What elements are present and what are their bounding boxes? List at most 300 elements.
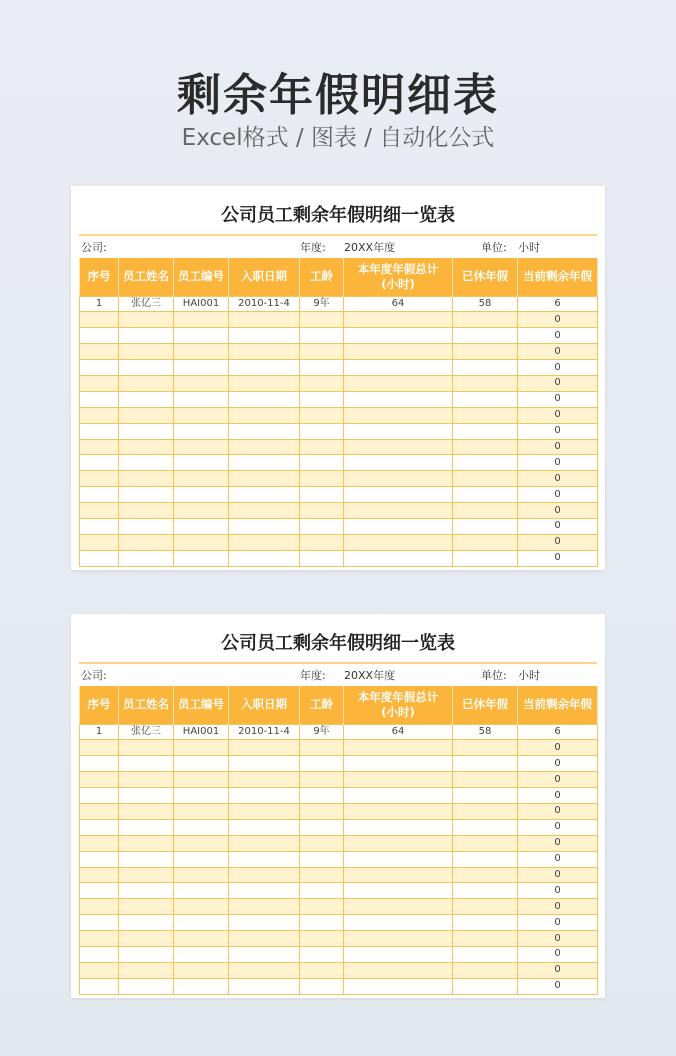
cell-remain[interactable]: 0 bbox=[518, 899, 598, 915]
cell-name[interactable] bbox=[119, 518, 174, 534]
cell-id[interactable] bbox=[174, 851, 229, 867]
cell-no[interactable] bbox=[80, 455, 119, 471]
cell-remain[interactable]: 0 bbox=[518, 423, 598, 439]
table-row bbox=[80, 439, 598, 455]
cell-remain[interactable]: 0 bbox=[518, 740, 598, 756]
cell-total[interactable] bbox=[344, 312, 453, 328]
cell-no[interactable] bbox=[80, 803, 119, 819]
cell-name[interactable] bbox=[119, 487, 174, 503]
cell-taken[interactable] bbox=[453, 946, 518, 962]
cell-remain[interactable]: 0 bbox=[518, 344, 598, 360]
cell-date[interactable] bbox=[229, 899, 300, 915]
cell-no[interactable] bbox=[80, 518, 119, 534]
sheet-preview-card bbox=[71, 614, 605, 998]
cell-total[interactable] bbox=[344, 899, 453, 915]
cell-no[interactable] bbox=[80, 740, 119, 756]
cell-id[interactable] bbox=[174, 534, 229, 550]
table-row bbox=[80, 328, 598, 344]
cell-name[interactable] bbox=[119, 788, 174, 804]
cell-no[interactable] bbox=[80, 946, 119, 962]
cell-total[interactable] bbox=[344, 819, 453, 835]
cell-tenure[interactable] bbox=[300, 978, 344, 994]
cell-total[interactable] bbox=[344, 962, 453, 978]
cell-date[interactable] bbox=[229, 344, 300, 360]
hero-subtitle: Excel格式 / 图表 / 自动化公式 bbox=[181, 125, 495, 151]
cell-total[interactable] bbox=[344, 360, 453, 376]
col-header-name: 员工姓名 bbox=[119, 686, 174, 724]
cell-taken[interactable] bbox=[453, 455, 518, 471]
table-row bbox=[80, 471, 598, 487]
cell-date[interactable] bbox=[229, 756, 300, 772]
cell-date[interactable]: 2010-11-4 bbox=[229, 296, 300, 312]
cell-remain[interactable]: 0 bbox=[518, 375, 598, 391]
cell-taken[interactable] bbox=[453, 439, 518, 455]
cell-remain[interactable]: 0 bbox=[518, 360, 598, 376]
cell-total[interactable] bbox=[344, 407, 453, 423]
cell-id[interactable] bbox=[174, 867, 229, 883]
cell-tenure[interactable] bbox=[300, 851, 344, 867]
cell-name[interactable]: 张亿三 bbox=[119, 724, 174, 740]
cell-tenure[interactable] bbox=[300, 439, 344, 455]
cell-total[interactable] bbox=[344, 487, 453, 503]
cell-tenure[interactable] bbox=[300, 883, 344, 899]
cell-name[interactable]: 张亿三 bbox=[119, 296, 174, 312]
cell-date[interactable] bbox=[229, 423, 300, 439]
cell-remain[interactable]: 0 bbox=[518, 503, 598, 519]
cell-id[interactable] bbox=[174, 423, 229, 439]
cell-id[interactable] bbox=[174, 487, 229, 503]
cell-id[interactable] bbox=[174, 740, 229, 756]
cell-no[interactable] bbox=[80, 439, 119, 455]
cell-no[interactable] bbox=[80, 772, 119, 788]
cell-name[interactable] bbox=[119, 360, 174, 376]
cell-total[interactable] bbox=[344, 344, 453, 360]
cell-name[interactable] bbox=[119, 375, 174, 391]
cell-taken[interactable] bbox=[453, 931, 518, 947]
cell-remain[interactable]: 0 bbox=[518, 978, 598, 994]
cell-tenure[interactable] bbox=[300, 867, 344, 883]
cell-total[interactable] bbox=[344, 423, 453, 439]
cell-total[interactable]: 64 bbox=[344, 296, 453, 312]
col-header-no: 序号 bbox=[80, 686, 119, 724]
cell-name[interactable] bbox=[119, 931, 174, 947]
cell-id[interactable] bbox=[174, 962, 229, 978]
cell-id[interactable] bbox=[174, 391, 229, 407]
col-header-taken: 已休年假 bbox=[453, 258, 518, 296]
cell-name[interactable] bbox=[119, 851, 174, 867]
cell-name[interactable] bbox=[119, 455, 174, 471]
col-header-name: 员工姓名 bbox=[119, 258, 174, 296]
cell-id[interactable] bbox=[174, 360, 229, 376]
cell-taken[interactable] bbox=[453, 962, 518, 978]
cell-taken[interactable] bbox=[453, 835, 518, 851]
cell-total[interactable] bbox=[344, 518, 453, 534]
cell-total[interactable] bbox=[344, 534, 453, 550]
cell-tenure[interactable]: 9年 bbox=[300, 724, 344, 740]
cell-remain[interactable]: 0 bbox=[518, 439, 598, 455]
cell-date[interactable] bbox=[229, 915, 300, 931]
cell-no[interactable]: 1 bbox=[80, 296, 119, 312]
cell-no[interactable] bbox=[80, 503, 119, 519]
cell-taken[interactable] bbox=[453, 978, 518, 994]
cell-name[interactable] bbox=[119, 503, 174, 519]
cell-total[interactable] bbox=[344, 756, 453, 772]
table-row bbox=[80, 756, 598, 772]
cell-taken[interactable] bbox=[453, 550, 518, 566]
col-header-date: 入职日期 bbox=[229, 686, 300, 724]
cell-tenure[interactable] bbox=[300, 550, 344, 566]
cell-taken[interactable] bbox=[453, 883, 518, 899]
cell-date[interactable] bbox=[229, 534, 300, 550]
cell-id[interactable] bbox=[174, 978, 229, 994]
cell-remain[interactable]: 0 bbox=[518, 962, 598, 978]
cell-name[interactable] bbox=[119, 803, 174, 819]
cell-no[interactable] bbox=[80, 375, 119, 391]
cell-date[interactable] bbox=[229, 772, 300, 788]
cell-date[interactable] bbox=[229, 740, 300, 756]
cell-no[interactable] bbox=[80, 899, 119, 915]
cell-remain[interactable]: 0 bbox=[518, 803, 598, 819]
leave-table-wrap bbox=[79, 686, 597, 992]
table-row bbox=[80, 883, 598, 899]
cell-date[interactable] bbox=[229, 407, 300, 423]
cell-no[interactable] bbox=[80, 962, 119, 978]
cell-name[interactable] bbox=[119, 819, 174, 835]
cell-date[interactable] bbox=[229, 788, 300, 804]
cell-total[interactable] bbox=[344, 851, 453, 867]
table-row bbox=[80, 534, 598, 550]
cell-id[interactable] bbox=[174, 788, 229, 804]
cell-tenure[interactable] bbox=[300, 534, 344, 550]
cell-tenure[interactable] bbox=[300, 788, 344, 804]
cell-date[interactable] bbox=[229, 835, 300, 851]
cell-no[interactable] bbox=[80, 550, 119, 566]
cell-taken[interactable] bbox=[453, 772, 518, 788]
cell-no[interactable] bbox=[80, 931, 119, 947]
cell-tenure[interactable] bbox=[300, 487, 344, 503]
cell-tenure[interactable] bbox=[300, 740, 344, 756]
cell-name[interactable] bbox=[119, 899, 174, 915]
cell-taken[interactable] bbox=[453, 471, 518, 487]
table-row bbox=[80, 312, 598, 328]
cell-total[interactable] bbox=[344, 915, 453, 931]
cell-tenure[interactable] bbox=[300, 518, 344, 534]
cell-total[interactable] bbox=[344, 772, 453, 788]
cell-id[interactable] bbox=[174, 407, 229, 423]
cell-no[interactable] bbox=[80, 360, 119, 376]
cell-date[interactable] bbox=[229, 312, 300, 328]
cell-taken[interactable] bbox=[453, 867, 518, 883]
cell-no[interactable] bbox=[80, 471, 119, 487]
cell-date[interactable] bbox=[229, 978, 300, 994]
cell-taken[interactable] bbox=[453, 375, 518, 391]
cell-total[interactable] bbox=[344, 788, 453, 804]
cell-remain[interactable]: 0 bbox=[518, 851, 598, 867]
cell-no[interactable]: 1 bbox=[80, 724, 119, 740]
cell-name[interactable] bbox=[119, 407, 174, 423]
cell-tenure[interactable] bbox=[300, 344, 344, 360]
cell-taken[interactable] bbox=[453, 312, 518, 328]
cell-taken[interactable] bbox=[453, 788, 518, 804]
cell-taken[interactable] bbox=[453, 487, 518, 503]
cell-date[interactable] bbox=[229, 439, 300, 455]
cell-tenure[interactable] bbox=[300, 835, 344, 851]
cell-total[interactable] bbox=[344, 931, 453, 947]
cell-no[interactable] bbox=[80, 883, 119, 899]
cell-tenure[interactable] bbox=[300, 803, 344, 819]
cell-no[interactable] bbox=[80, 835, 119, 851]
cell-remain[interactable]: 0 bbox=[518, 487, 598, 503]
cell-tenure[interactable] bbox=[300, 772, 344, 788]
col-header-total bbox=[344, 686, 453, 724]
cell-date[interactable] bbox=[229, 328, 300, 344]
cell-total[interactable] bbox=[344, 439, 453, 455]
cell-total[interactable] bbox=[344, 471, 453, 487]
cell-date[interactable] bbox=[229, 946, 300, 962]
cell-tenure[interactable] bbox=[300, 375, 344, 391]
cell-name[interactable] bbox=[119, 471, 174, 487]
cell-id[interactable] bbox=[174, 375, 229, 391]
cell-remain[interactable]: 0 bbox=[518, 328, 598, 344]
cell-remain[interactable]: 0 bbox=[518, 534, 598, 550]
cell-remain[interactable]: 0 bbox=[518, 819, 598, 835]
cell-name[interactable] bbox=[119, 344, 174, 360]
cell-taken[interactable] bbox=[453, 534, 518, 550]
cell-remain[interactable]: 0 bbox=[518, 883, 598, 899]
cell-taken[interactable] bbox=[453, 803, 518, 819]
table-row bbox=[80, 946, 598, 962]
table-body bbox=[80, 724, 598, 994]
cell-tenure[interactable] bbox=[300, 312, 344, 328]
cell-date[interactable] bbox=[229, 803, 300, 819]
cell-date[interactable]: 2010-11-4 bbox=[229, 724, 300, 740]
cell-tenure[interactable] bbox=[300, 946, 344, 962]
cell-date[interactable] bbox=[229, 503, 300, 519]
cell-no[interactable] bbox=[80, 756, 119, 772]
table-body bbox=[80, 296, 598, 566]
cell-date[interactable] bbox=[229, 867, 300, 883]
cell-taken[interactable]: 58 bbox=[453, 724, 518, 740]
cell-taken[interactable] bbox=[453, 915, 518, 931]
cell-tenure[interactable] bbox=[300, 360, 344, 376]
cell-taken[interactable] bbox=[453, 328, 518, 344]
cell-remain[interactable]: 0 bbox=[518, 946, 598, 962]
cell-remain[interactable]: 0 bbox=[518, 407, 598, 423]
cell-id[interactable] bbox=[174, 803, 229, 819]
table-row bbox=[80, 962, 598, 978]
cell-name[interactable] bbox=[119, 550, 174, 566]
cell-id[interactable] bbox=[174, 455, 229, 471]
cell-id[interactable]: HAI001 bbox=[174, 724, 229, 740]
cell-taken[interactable] bbox=[453, 518, 518, 534]
cell-total[interactable] bbox=[344, 883, 453, 899]
cell-date[interactable] bbox=[229, 550, 300, 566]
cell-tenure[interactable] bbox=[300, 915, 344, 931]
cell-tenure[interactable] bbox=[300, 819, 344, 835]
cell-name[interactable] bbox=[119, 978, 174, 994]
cell-no[interactable] bbox=[80, 819, 119, 835]
cell-no[interactable] bbox=[80, 312, 119, 328]
table-row bbox=[80, 851, 598, 867]
cell-id[interactable] bbox=[174, 915, 229, 931]
cell-no[interactable] bbox=[80, 391, 119, 407]
cell-name[interactable] bbox=[119, 312, 174, 328]
cell-name[interactable] bbox=[119, 962, 174, 978]
cell-remain[interactable]: 0 bbox=[518, 915, 598, 931]
cell-name[interactable] bbox=[119, 391, 174, 407]
cell-tenure[interactable] bbox=[300, 899, 344, 915]
table-row bbox=[80, 550, 598, 566]
cell-total[interactable] bbox=[344, 803, 453, 819]
cell-tenure[interactable] bbox=[300, 756, 344, 772]
cell-remain[interactable]: 0 bbox=[518, 931, 598, 947]
cell-name[interactable] bbox=[119, 328, 174, 344]
cell-id[interactable] bbox=[174, 946, 229, 962]
cell-total[interactable] bbox=[344, 550, 453, 566]
cell-no[interactable] bbox=[80, 328, 119, 344]
cell-taken[interactable] bbox=[453, 503, 518, 519]
cell-tenure[interactable] bbox=[300, 471, 344, 487]
cell-no[interactable] bbox=[80, 851, 119, 867]
cell-id[interactable] bbox=[174, 883, 229, 899]
cell-no[interactable] bbox=[80, 788, 119, 804]
col-header-remain: 当前剩余年假 bbox=[518, 686, 598, 724]
cell-remain[interactable]: 0 bbox=[518, 455, 598, 471]
col-header-total-line1: 本年度年假总计 bbox=[357, 689, 439, 704]
cell-tenure[interactable]: 9年 bbox=[300, 296, 344, 312]
cell-id[interactable] bbox=[174, 471, 229, 487]
cell-remain[interactable]: 0 bbox=[518, 867, 598, 883]
cell-id[interactable] bbox=[174, 439, 229, 455]
cell-no[interactable] bbox=[80, 915, 119, 931]
cell-name[interactable] bbox=[119, 867, 174, 883]
cell-id[interactable] bbox=[174, 518, 229, 534]
cell-no[interactable] bbox=[80, 867, 119, 883]
cell-remain[interactable]: 0 bbox=[518, 312, 598, 328]
cell-date[interactable] bbox=[229, 391, 300, 407]
cell-id[interactable] bbox=[174, 312, 229, 328]
col-header-id: 员工编号 bbox=[174, 258, 229, 296]
cell-total[interactable] bbox=[344, 740, 453, 756]
cell-date[interactable] bbox=[229, 471, 300, 487]
cell-taken[interactable] bbox=[453, 407, 518, 423]
cell-taken[interactable] bbox=[453, 899, 518, 915]
cell-tenure[interactable] bbox=[300, 455, 344, 471]
cell-date[interactable] bbox=[229, 487, 300, 503]
cell-id[interactable] bbox=[174, 819, 229, 835]
cell-taken[interactable] bbox=[453, 360, 518, 376]
cell-remain[interactable]: 6 bbox=[518, 296, 598, 312]
cell-name[interactable] bbox=[119, 883, 174, 899]
cell-remain[interactable]: 0 bbox=[518, 756, 598, 772]
cell-total[interactable] bbox=[344, 455, 453, 471]
cell-taken[interactable] bbox=[453, 423, 518, 439]
cell-tenure[interactable] bbox=[300, 407, 344, 423]
cell-total[interactable] bbox=[344, 946, 453, 962]
cell-id[interactable] bbox=[174, 503, 229, 519]
cell-no[interactable] bbox=[80, 407, 119, 423]
cell-id[interactable] bbox=[174, 899, 229, 915]
cell-name[interactable] bbox=[119, 439, 174, 455]
cell-date[interactable] bbox=[229, 851, 300, 867]
cell-tenure[interactable] bbox=[300, 423, 344, 439]
cell-total[interactable] bbox=[344, 835, 453, 851]
cell-taken[interactable]: 58 bbox=[453, 296, 518, 312]
cell-no[interactable] bbox=[80, 423, 119, 439]
cell-taken[interactable] bbox=[453, 740, 518, 756]
cell-remain[interactable]: 0 bbox=[518, 471, 598, 487]
cell-no[interactable] bbox=[80, 487, 119, 503]
cell-total[interactable] bbox=[344, 375, 453, 391]
cell-tenure[interactable] bbox=[300, 931, 344, 947]
cell-id[interactable]: HAI001 bbox=[174, 296, 229, 312]
cell-remain[interactable]: 0 bbox=[518, 391, 598, 407]
cell-name[interactable] bbox=[119, 946, 174, 962]
cell-no[interactable] bbox=[80, 534, 119, 550]
cell-id[interactable] bbox=[174, 328, 229, 344]
cell-total[interactable] bbox=[344, 391, 453, 407]
cell-id[interactable] bbox=[174, 550, 229, 566]
cell-date[interactable] bbox=[229, 962, 300, 978]
cell-total[interactable] bbox=[344, 978, 453, 994]
cell-total[interactable] bbox=[344, 867, 453, 883]
cell-no[interactable] bbox=[80, 344, 119, 360]
cell-remain[interactable]: 0 bbox=[518, 550, 598, 566]
cell-date[interactable] bbox=[229, 518, 300, 534]
cell-no[interactable] bbox=[80, 978, 119, 994]
cell-name[interactable] bbox=[119, 740, 174, 756]
cell-id[interactable] bbox=[174, 344, 229, 360]
cell-taken[interactable] bbox=[453, 756, 518, 772]
cell-remain[interactable]: 0 bbox=[518, 788, 598, 804]
cell-total[interactable] bbox=[344, 328, 453, 344]
cell-remain[interactable]: 6 bbox=[518, 724, 598, 740]
cell-taken[interactable] bbox=[453, 391, 518, 407]
year-value: 20XX年度 bbox=[344, 241, 396, 254]
cell-date[interactable] bbox=[229, 360, 300, 376]
cell-taken[interactable] bbox=[453, 344, 518, 360]
cell-remain[interactable]: 0 bbox=[518, 835, 598, 851]
table-row bbox=[80, 772, 598, 788]
cell-total[interactable]: 64 bbox=[344, 724, 453, 740]
cell-date[interactable] bbox=[229, 375, 300, 391]
cell-name[interactable] bbox=[119, 756, 174, 772]
cell-id[interactable] bbox=[174, 835, 229, 851]
cell-tenure[interactable] bbox=[300, 503, 344, 519]
cell-name[interactable] bbox=[119, 772, 174, 788]
cell-remain[interactable]: 0 bbox=[518, 772, 598, 788]
cell-date[interactable] bbox=[229, 883, 300, 899]
table-row bbox=[80, 344, 598, 360]
cell-date[interactable] bbox=[229, 819, 300, 835]
cell-name[interactable] bbox=[119, 915, 174, 931]
cell-total[interactable] bbox=[344, 503, 453, 519]
cell-id[interactable] bbox=[174, 772, 229, 788]
cell-id[interactable] bbox=[174, 756, 229, 772]
cell-date[interactable] bbox=[229, 455, 300, 471]
cell-name[interactable] bbox=[119, 423, 174, 439]
cell-taken[interactable] bbox=[453, 851, 518, 867]
cell-tenure[interactable] bbox=[300, 328, 344, 344]
cell-tenure[interactable] bbox=[300, 962, 344, 978]
cell-taken[interactable] bbox=[453, 819, 518, 835]
cell-name[interactable] bbox=[119, 534, 174, 550]
cell-date[interactable] bbox=[229, 931, 300, 947]
cell-id[interactable] bbox=[174, 931, 229, 947]
cell-remain[interactable]: 0 bbox=[518, 518, 598, 534]
cell-name[interactable] bbox=[119, 835, 174, 851]
cell-tenure[interactable] bbox=[300, 391, 344, 407]
